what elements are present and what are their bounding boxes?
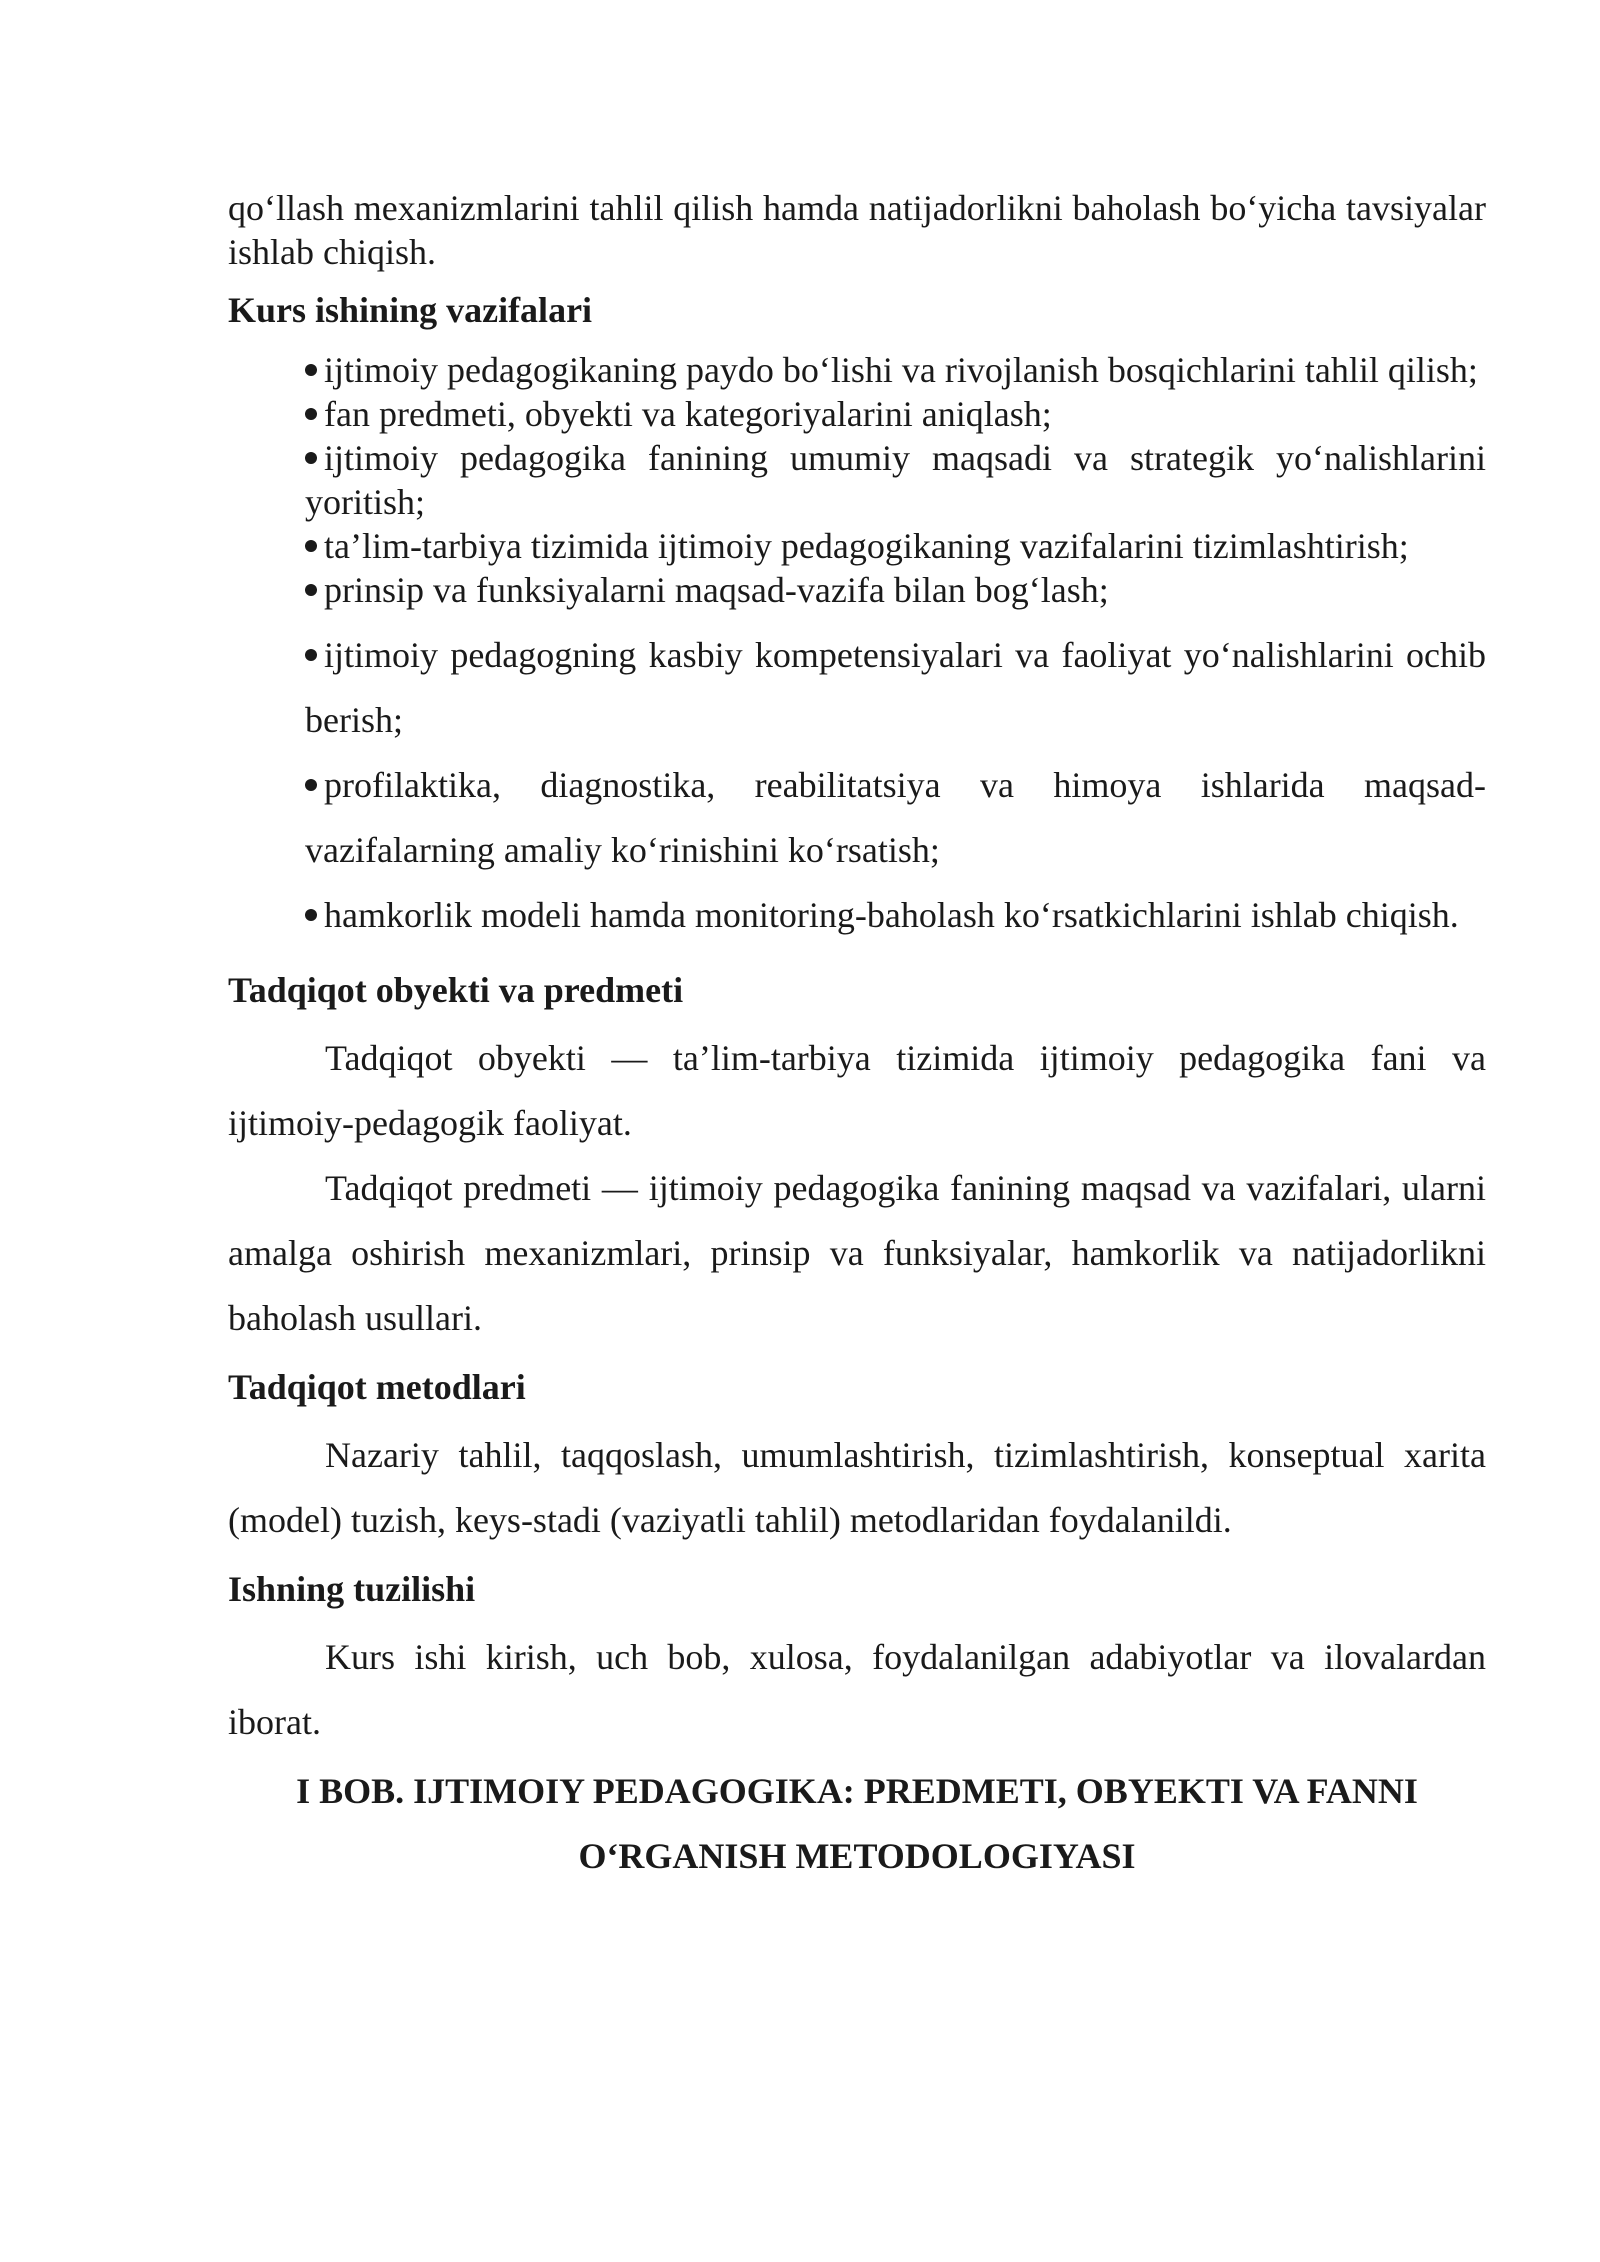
chapter-title-line1: I BOB. IJTIMOIY PEDAGOGIKA: PREDMETI, OBYEKTI VA FANNI — [296, 1771, 1418, 1811]
bullet-icon — [305, 540, 317, 552]
intro-continuation: qo‘llash mexanizmlarini tahlil qilish hamda natijadorlikni baholash bo‘yicha tavsiyalar ishlab chiqish. — [228, 188, 1486, 272]
bullet-icon — [305, 779, 317, 791]
bullet-icon — [305, 649, 317, 661]
list-item: hamkorlik modeli hamda monitoring-baholash ko‘rsatkichlarini ishlab chiqish. — [305, 883, 1486, 948]
list-item: prinsip va funksiyalarni maqsad-vazifa bilan bog‘lash; — [305, 568, 1486, 612]
list-item: ijtimoiy pedagogning kasbiy kompetensiyalari va faoliyat yo‘nalishlarini ochib berish; — [305, 635, 1486, 740]
list-item: ijtimoiy pedagogika fanining umumiy maqsadi va strategik yo‘nalishlarini yoritish; — [305, 438, 1486, 522]
structure-paragraph: Kurs ishi kirish, uch bob, xulosa, foydalanilgan adabiyotlar va ilovalardan iborat. — [228, 1637, 1486, 1742]
bullet-icon — [305, 408, 317, 420]
object-subject-heading: Tadqiqot obyekti va predmeti — [228, 970, 684, 1010]
bullet-icon — [305, 584, 317, 596]
research-object-paragraph: Tadqiqot obyekti — ta’lim-tarbiya tizimida ijtimoiy pedagogika fani va ijtimoiy-pedagogik faoliyat. — [228, 1038, 1486, 1143]
document-page — [228, 186, 1486, 1889]
bullet-icon — [305, 364, 317, 376]
chapter-title-line2: O‘RGANISH METODOLOGIYASI — [578, 1836, 1136, 1876]
methods-heading: Tadqiqot metodlari — [228, 1367, 526, 1407]
methods-paragraph: Nazariy tahlil, taqqoslash, umumlashtirish, tizimlashtirish, konseptual xarita (model) tuzish, keys-stadi (vaziyatli tahlil) metodlaridan foydalanildi. — [228, 1435, 1486, 1540]
tasks-heading: Kurs ishining vazifalari — [228, 290, 593, 330]
list-item: fan predmeti, obyekti va kategoriyalarini aniqlash; — [305, 392, 1486, 436]
list-item: ijtimoiy pedagogikaning paydo bo‘lishi va rivojlanish bosqichlarini tahlil qilish; — [305, 348, 1486, 392]
tasks-list — [228, 348, 1486, 948]
list-item: ta’lim-tarbiya tizimida ijtimoiy pedagogikaning vazifalarini tizimlashtirish; — [305, 524, 1486, 568]
chapter-title — [228, 1759, 1486, 1889]
bullet-icon — [305, 909, 317, 921]
research-subject-paragraph: Tadqiqot predmeti — ijtimoiy pedagogika fanining maqsad va vazifalari, ularni amalga oshirish mexanizmlari, prinsip va funksiyalar, hamkorlik va natijadorlikni baholash usullari. — [228, 1168, 1486, 1338]
list-item: profilaktika, diagnostika, reabilitatsiya va himoya ishlarida maqsad-vazifalarning amaliy ko‘rinishini ko‘rsatish; — [305, 765, 1486, 870]
bullet-icon — [305, 452, 317, 464]
structure-heading: Ishning tuzilishi — [228, 1569, 476, 1609]
